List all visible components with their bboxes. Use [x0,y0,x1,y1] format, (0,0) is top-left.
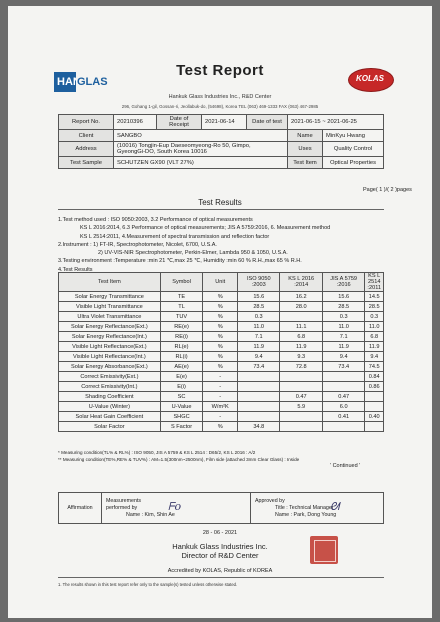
table-cell: 73.4 [322,362,364,372]
table-row [59,302,384,312]
table-cell: 11.0 [365,322,384,332]
table-cell: RL(e) [160,342,203,352]
table-cell: 5.9 [280,402,322,412]
client-value: SANGBO [114,130,288,142]
table-cell: 14.5 [365,292,384,302]
table-cell: 7.1 [322,332,364,342]
table-cell: 34.8 [238,422,280,432]
divider [58,209,384,210]
kolas-badge: KOLAS [348,68,392,94]
footnotes [58,449,398,463]
table-cell: 0.40 [365,412,384,422]
table-cell: 11.9 [238,342,280,352]
approver-signature: ᘛ [330,500,340,513]
divider [58,577,384,578]
col-header: Test Item [59,273,161,292]
table-cell: 15.6 [322,292,364,302]
table-row [59,312,384,322]
table-cell: 73.4 [238,362,280,372]
note-line: 1.Test method used : ISO 9050:2003, 3.2 Performance of optical measurements [58,217,253,223]
row-test-item: Solar Factor [59,422,161,432]
sample-value: SCHUTZEN GX90 (VLT 27%) [114,157,288,169]
table-cell [280,422,322,432]
table-cell: E(i) [160,382,203,392]
test-item-label: Test Item [288,157,323,169]
table-cell [280,412,322,422]
table-cell: 0.47 [280,392,322,402]
client-label: Client [59,130,114,142]
col-header: KS L 2016 :2014 [280,273,322,292]
table-cell: 11.1 [280,322,322,332]
table-cell: TE [160,292,203,302]
table-cell: 0.47 [322,392,364,402]
table-cell: E(e) [160,372,203,382]
table-cell [238,402,280,412]
table-cell: 16.2 [280,292,322,302]
company-logo: HAN GLAS [54,72,112,92]
company-address: 296, Gohang 1-gil, Gossan-ri, Jeollabuk-do, (54698), Korea TEL (063) 469-1333 FAX (063) 467-2985 [121,104,319,109]
table-row [59,322,384,332]
company-line: Hankuk Glass Industries Inc., R&D Center [168,94,272,100]
table-cell: 9.4 [365,352,384,362]
table-cell [322,422,364,432]
row-test-item: Solar Heat Gain Coefficient [59,412,161,422]
note-line: 4.Test Results [58,266,93,273]
table-row [59,332,384,342]
table-row [59,352,384,362]
table-cell [322,372,364,382]
table-row [59,412,384,422]
table-cell: 6.8 [365,332,384,342]
table-cell: 0.84 [365,372,384,382]
table-cell: % [203,342,238,352]
table-cell: 28.5 [365,302,384,312]
report-page [8,6,432,618]
table-cell [365,402,384,412]
table-cell: 0.3 [322,312,364,322]
performer-signature: ᖴo [168,500,182,513]
report-info-table [58,114,384,169]
row-test-item: Visible Light Transmittance [59,302,161,312]
table-cell [238,412,280,422]
table-cell [238,392,280,402]
table-row [59,342,384,352]
table-cell [238,382,280,392]
col-header: Symbol [160,273,203,292]
row-test-item: U-Value (Winter) [59,402,161,412]
approved-by-cell: Approved by Title : Technical Manager Name : Park, Dong Young [251,493,384,524]
table-cell: SC [160,392,203,402]
table-cell: RE(i) [160,332,203,342]
report-no-label: Report No. [59,115,114,130]
row-test-item: Solar Energy Reflectance(Ext.) [59,322,161,332]
name-value: MinKyu Hwang [323,130,384,142]
note-line: 2.Instrument : 1) FT-IR, Spectrophotometer, Nicolet, 6700, U.S.A. [58,241,217,248]
table-cell: - [203,412,238,422]
row-test-item: Shading Coefficient [59,392,161,402]
footnote-line: ** Measuring condition(TE%,RE% & TUV%) : AM=1.5(300nm~2500nm), Film side (attached 3mm Clear Glass) : Inside [58,457,300,462]
table-cell [280,312,322,322]
table-cell: - [203,372,238,382]
company-seal [310,536,338,564]
note-line: KS L 2016:2014, 6.3 Performance of optical measurements; JIS A 5759:2016, 6. Measurement method [80,225,331,232]
table-cell: 72.8 [280,362,322,372]
table-row [59,292,384,302]
date-test-value: 2021-06-15 ~ 2021-06-25 [288,115,384,130]
uses-label: Uses [288,142,323,157]
table-cell: 9.4 [238,352,280,362]
table-cell: TUV [160,312,203,322]
issuer-block: Hankuk Glass Industries Inc. Director of R&D Center [172,542,268,560]
table-cell: 6.8 [280,332,322,342]
sample-label: Test Sample [59,157,114,169]
table-cell: RL(i) [160,352,203,362]
test-notes [58,216,398,274]
table-cell: % [203,352,238,362]
table-cell: % [203,312,238,322]
table-cell: 6.0 [322,402,364,412]
table-cell: % [203,332,238,342]
uses-value: Quality Control [323,142,384,157]
results-title: Test Results [198,198,242,207]
table-row [59,372,384,382]
table-cell: 11.0 [238,322,280,332]
table-cell: 0.86 [365,382,384,392]
col-header: Unit [203,273,238,292]
table-cell: % [203,422,238,432]
table-cell: 11.9 [280,342,322,352]
note-line: 2) UV-VIS-NIR Spectrophotometer, Perkin-Elmer, Lambda 950 & 1050, U.S.A. [98,250,288,257]
row-test-item: Visible Light Reflectance(Int.) [59,352,161,362]
table-cell: 11.0 [322,322,364,332]
footnote-line: * Measuring condition(TL% & RL%) : ISO 9050, JIS A 5759 & KS L 2514 : D65/2, KS L 2016 : A/2 [58,450,256,455]
table-cell: 0.41 [322,412,364,422]
note-line: KS L 2514:2011, 4.Measurement of spectral transmission and reflection factor [80,233,270,240]
test-item-value: Optical Properties [323,157,384,169]
table-cell: % [203,292,238,302]
table-cell [322,382,364,392]
table-cell: 11.9 [322,342,364,352]
date-receipt-value: 2021-06-14 [202,115,247,130]
col-header: ISO 9050 :2003 [238,273,280,292]
table-cell: 7.1 [238,332,280,342]
address-label: Address [59,142,114,157]
table-cell [280,382,322,392]
row-test-item: Solar Energy Transmittance [59,292,161,302]
issue-date: 28 - 06 - 2021 [202,530,238,536]
table-cell: W/m²K [203,402,238,412]
name-label: Name [288,130,323,142]
table-cell: 28.5 [322,302,364,312]
report-no-value: 20210396 [114,115,157,130]
table-cell: 9.4 [322,352,364,362]
table-row [59,422,384,432]
table-cell: 15.6 [238,292,280,302]
table-cell: 0.3 [365,312,384,322]
table-row [59,402,384,412]
table-cell: TL [160,302,203,312]
table-cell: 0.3 [238,312,280,322]
col-header: JIS A 5759 :2016 [322,273,364,292]
table-cell: % [203,362,238,372]
results-table [58,272,384,432]
table-cell: 28.5 [238,302,280,312]
table-row [59,382,384,392]
table-cell: 74.5 [365,362,384,372]
table-row [59,362,384,372]
continued-note: ' Continued ' [330,463,361,469]
row-test-item: Visible Light Reflectance(Ext.) [59,342,161,352]
affirmation-label: Affirmation [59,493,102,524]
table-cell: % [203,302,238,312]
col-header: KS L 2514 :2011 [365,273,384,292]
table-cell: U-Value [160,402,203,412]
table-cell [280,372,322,382]
address-value: (10016) Tongjin-Eup Daeseomyeong-Ro 50, Gimpo, GyeongGi-DO, South Korea 10016 [114,142,288,157]
table-cell: % [203,322,238,332]
table-cell: S Factor [160,422,203,432]
table-cell: 11.9 [365,342,384,352]
table-cell: 28.0 [280,302,322,312]
row-test-item: Correct Emissivity(Int.) [59,382,161,392]
footer-note: 1. The results shown in this test report refer only to the sample(s) tested unless otherwise stated. [58,582,238,587]
table-cell: 9.3 [280,352,322,362]
row-test-item: Correct Emissivity(Ext.) [59,372,161,382]
table-cell: AE(e) [160,362,203,372]
row-test-item: Solar Energy Reflectance(Int.) [59,332,161,342]
note-line: 3.Testing environment :Temperature :min 21 ℃,max 25 ℃, Humidity :min 60 % R.H.,max 65 % R.H. [58,258,302,265]
table-cell: - [203,382,238,392]
row-test-item: Solar Energy Absorbance(Ext.) [59,362,161,372]
table-cell [365,422,384,432]
date-receipt-label: Date of Receipt [157,115,202,130]
page-indicator: Page( 1 )/( 2 )pages [363,187,412,193]
row-test-item: Ultra Violet Transmittance [59,312,161,322]
table-cell: - [203,392,238,402]
performed-by-cell: Measurements performed by Name : Kim, Shin Ae [102,493,251,524]
report-title: Test Report [176,62,264,79]
table-cell: SHGC [160,412,203,422]
table-cell: RE(e) [160,322,203,332]
table-cell [365,392,384,402]
table-cell [238,372,280,382]
accreditation-line: Accredited by KOLAS, Republic of KOREA [167,568,273,574]
date-test-label: Date of test [247,115,288,130]
table-row [59,392,384,402]
